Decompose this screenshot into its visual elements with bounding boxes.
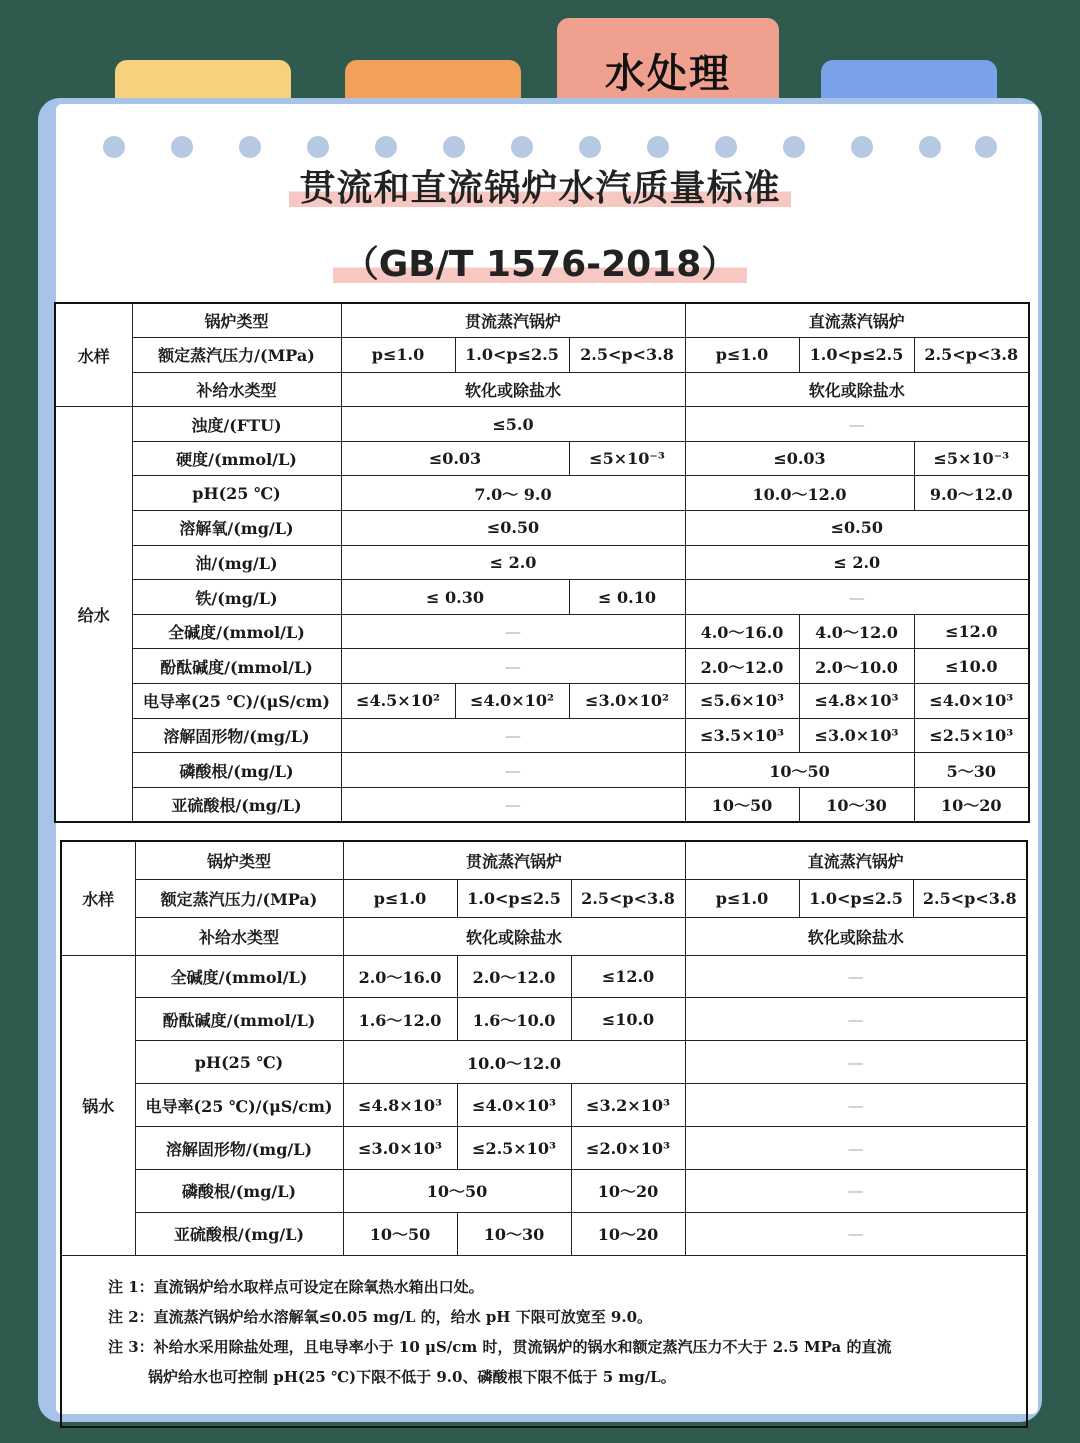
table-cell: 10.0～12.0 — [685, 476, 914, 511]
table-cell: 软化或除盐水 — [343, 917, 685, 955]
row-label: pH(25 ℃) — [135, 1041, 343, 1084]
boiler-water-table — [60, 840, 1028, 1428]
binder-hole — [443, 136, 465, 158]
table-cell: 10～50 — [343, 1169, 571, 1212]
table-row — [55, 580, 1029, 615]
table-row — [55, 684, 1029, 719]
table-cell: ≤12.0 — [571, 955, 685, 998]
table-cell: — — [341, 649, 685, 684]
row-label: 全碱度/(mmol/L) — [132, 614, 341, 649]
table-row — [61, 1127, 1027, 1170]
table-cell: ≤ 0.10 — [569, 580, 685, 615]
table-row — [55, 614, 1029, 649]
table-row — [55, 511, 1029, 546]
group-label: 给水 — [55, 407, 132, 822]
group-label: 水样 — [61, 841, 135, 955]
row-label: 溶解氧/(mg/L) — [132, 511, 341, 546]
note-3-continued: 锅炉给水也可控制 pH(25 ℃)下限不低于 9.0、磷酸根下限不低于 5 mg/L。 — [148, 1367, 676, 1386]
binder-hole — [715, 136, 737, 158]
table-cell: ≤0.03 — [685, 441, 914, 476]
row-label: 电导率(25 ℃)/(μS/cm) — [135, 1084, 343, 1127]
row-label: 电导率(25 ℃)/(μS/cm) — [132, 684, 341, 719]
table-cell: ≤ 2.0 — [685, 545, 1029, 580]
binder-hole — [851, 136, 873, 158]
table-cell: ≤5×10⁻³ — [569, 441, 685, 476]
table-cell: ≤10.0 — [914, 649, 1029, 684]
table-cell: ≤4.0×10³ — [457, 1084, 571, 1127]
table-cell: 2.0～12.0 — [457, 955, 571, 998]
pressure-cell: p≤1.0 — [685, 338, 799, 373]
page-title: 贯流和直流锅炉水汽质量标准 — [0, 160, 1080, 211]
table-cell: ≤4.8×10³ — [343, 1084, 457, 1127]
pressure-cell: 2.5<p<3.8 — [914, 338, 1029, 373]
binder-hole — [103, 136, 125, 158]
note-1: 注 1：直流锅炉给水取样点可设定在除氧热水箱出口处。 — [108, 1277, 484, 1296]
pressure-cell: 1.0<p≤2.5 — [799, 879, 913, 917]
table-cell: — — [685, 1127, 1027, 1170]
table-cell: ≤5×10⁻³ — [914, 441, 1029, 476]
table-cell: — — [341, 787, 685, 822]
table-cell: ≤2.0×10³ — [571, 1127, 685, 1170]
pressure-cell: p≤1.0 — [343, 879, 457, 917]
row-label: 额定蒸汽压力/(MPa) — [135, 879, 343, 917]
note-2: 注 2：直流蒸汽锅炉给水溶解氧≤0.05 mg/L 的，给水 pH 下限可放宽至 9.0。 — [108, 1307, 653, 1326]
table-cell: 2.0～12.0 — [685, 649, 799, 684]
table-cell: ≤3.0×10² — [569, 684, 685, 719]
table-row — [61, 998, 1027, 1041]
table-row — [61, 955, 1027, 998]
note-3: 注 3：补给水采用除盐处理，且电导率小于 10 μS/cm 时，贯流锅炉的锅水和额定蒸汽压力不大于 2.5 MPa 的直流 — [108, 1337, 892, 1356]
pressure-cell: p≤1.0 — [341, 338, 455, 373]
binder-hole — [919, 136, 941, 158]
row-label: 额定蒸汽压力/(MPa) — [132, 338, 341, 373]
table-cell: — — [685, 1041, 1027, 1084]
table-row — [55, 441, 1029, 476]
row-label: 酚酞碱度/(mmol/L) — [135, 998, 343, 1041]
row-label: 锅炉类型 — [132, 303, 341, 338]
table-row — [61, 841, 1027, 879]
table-cell: ≤4.0×10³ — [914, 684, 1029, 719]
table-cell: — — [685, 1212, 1027, 1255]
table-cell: ≤4.5×10² — [341, 684, 455, 719]
pressure-cell: 1.0<p≤2.5 — [455, 338, 569, 373]
table-row — [61, 1212, 1027, 1255]
row-label: 磷酸根/(mg/L) — [135, 1169, 343, 1212]
row-label: 溶解固形物/(mg/L) — [132, 718, 341, 753]
table-cell: — — [341, 718, 685, 753]
notes-cell — [61, 1255, 1027, 1427]
column-header: 直流蒸汽锅炉 — [685, 841, 1027, 879]
table-row — [55, 718, 1029, 753]
table-cell: — — [685, 407, 1029, 442]
row-label: 硬度/(mmol/L) — [132, 441, 341, 476]
table-cell: ≤2.5×10³ — [914, 718, 1029, 753]
table-cell: — — [685, 998, 1027, 1041]
binder-hole — [783, 136, 805, 158]
table-row — [55, 753, 1029, 788]
table-cell: 1.6～10.0 — [457, 998, 571, 1041]
table-cell: ≤4.0×10² — [455, 684, 569, 719]
row-label: 补给水类型 — [132, 372, 341, 407]
table-cell: 10～50 — [343, 1212, 457, 1255]
row-label: 磷酸根/(mg/L) — [132, 753, 341, 788]
table-row — [55, 787, 1029, 822]
table-cell: ≤3.5×10³ — [685, 718, 799, 753]
table-cell: 10～20 — [571, 1169, 685, 1212]
binder-hole — [975, 136, 997, 158]
group-label: 水样 — [55, 303, 132, 407]
pressure-cell: 1.0<p≤2.5 — [457, 879, 571, 917]
table-cell: 5～30 — [914, 753, 1029, 788]
table-row — [55, 476, 1029, 511]
row-label: 铁/(mg/L) — [132, 580, 341, 615]
table-row — [55, 372, 1029, 407]
row-label: 补给水类型 — [135, 917, 343, 955]
binder-hole — [171, 136, 193, 158]
table-cell: ≤3.0×10³ — [799, 718, 914, 753]
table-row — [61, 1041, 1027, 1084]
table-cell: 10～20 — [571, 1212, 685, 1255]
table-cell: 软化或除盐水 — [685, 917, 1027, 955]
table-cell: ≤0.50 — [341, 511, 685, 546]
row-label: pH(25 ℃) — [132, 476, 341, 511]
table-cell: 10～30 — [799, 787, 914, 822]
binder-hole — [307, 136, 329, 158]
table-cell: 1.6～12.0 — [343, 998, 457, 1041]
table-cell: 2.0～16.0 — [343, 955, 457, 998]
table-row — [61, 1084, 1027, 1127]
pressure-cell: 2.5<p<3.8 — [569, 338, 685, 373]
table-cell: 2.0～10.0 — [799, 649, 914, 684]
table-cell: ≤2.5×10³ — [457, 1127, 571, 1170]
table-cell: — — [341, 753, 685, 788]
tab-label: 水处理 — [605, 51, 731, 97]
pressure-cell: p≤1.0 — [685, 879, 799, 917]
row-label: 亚硫酸根/(mg/L) — [135, 1212, 343, 1255]
table-cell: ≤3.2×10³ — [571, 1084, 685, 1127]
table-cell: — — [685, 955, 1027, 998]
table-cell: 10～20 — [914, 787, 1029, 822]
table-row — [55, 545, 1029, 580]
table-row — [61, 1169, 1027, 1212]
table-cell: — — [685, 1169, 1027, 1212]
table-cell: 10.0～12.0 — [343, 1041, 685, 1084]
table-cell: 7.0～ 9.0 — [341, 476, 685, 511]
table-row — [61, 917, 1027, 955]
binder-hole — [375, 136, 397, 158]
table-cell: — — [685, 1084, 1027, 1127]
row-label: 全碱度/(mmol/L) — [135, 955, 343, 998]
tab-water-treatment[interactable] — [557, 18, 779, 108]
binder-hole — [579, 136, 601, 158]
row-label: 锅炉类型 — [135, 841, 343, 879]
table-cell: ≤5.6×10³ — [685, 684, 799, 719]
table-cell: — — [685, 580, 1029, 615]
binder-holes — [103, 136, 1003, 158]
notes-row — [61, 1255, 1027, 1427]
table-row — [55, 407, 1029, 442]
table-cell: ≤ 2.0 — [341, 545, 685, 580]
row-label: 酚酞碱度/(mmol/L) — [132, 649, 341, 684]
row-label: 溶解固形物/(mg/L) — [135, 1127, 343, 1170]
table-row — [55, 303, 1029, 338]
table-cell: ≤10.0 — [571, 998, 685, 1041]
pressure-cell: 2.5<p<3.8 — [913, 879, 1027, 917]
table-cell: — — [341, 614, 685, 649]
group-label: 锅水 — [61, 955, 135, 1255]
table-cell: ≤0.03 — [341, 441, 569, 476]
feed-water-table — [54, 302, 1030, 823]
table-cell: 10～50 — [685, 753, 914, 788]
table-cell: 4.0～12.0 — [799, 614, 914, 649]
table-cell: 10～30 — [457, 1212, 571, 1255]
page-subtitle: （GB/T 1576-2018） — [0, 236, 1080, 287]
table-cell: ≤4.8×10³ — [799, 684, 914, 719]
table-cell: ≤ 0.30 — [341, 580, 569, 615]
binder-hole — [647, 136, 669, 158]
table-cell: 9.0～12.0 — [914, 476, 1029, 511]
table-cell: 软化或除盐水 — [685, 372, 1029, 407]
binder-hole — [239, 136, 261, 158]
table-cell: ≤0.50 — [685, 511, 1029, 546]
table-row — [61, 879, 1027, 917]
row-label: 浊度/(FTU) — [132, 407, 341, 442]
table-cell: ≤12.0 — [914, 614, 1029, 649]
table-cell: 10～50 — [685, 787, 799, 822]
binder-hole — [511, 136, 533, 158]
table-cell: ≤5.0 — [341, 407, 685, 442]
pressure-cell: 2.5<p<3.8 — [571, 879, 685, 917]
table-cell: 软化或除盐水 — [341, 372, 685, 407]
table-row — [55, 338, 1029, 373]
column-header: 贯流蒸汽锅炉 — [343, 841, 685, 879]
row-label: 油/(mg/L) — [132, 545, 341, 580]
pressure-cell: 1.0<p≤2.5 — [799, 338, 914, 373]
row-label: 亚硫酸根/(mg/L) — [132, 787, 341, 822]
column-header: 贯流蒸汽锅炉 — [341, 303, 685, 338]
column-header: 直流蒸汽锅炉 — [685, 303, 1029, 338]
table-cell: 4.0～16.0 — [685, 614, 799, 649]
table-cell: ≤3.0×10³ — [343, 1127, 457, 1170]
table-row — [55, 649, 1029, 684]
